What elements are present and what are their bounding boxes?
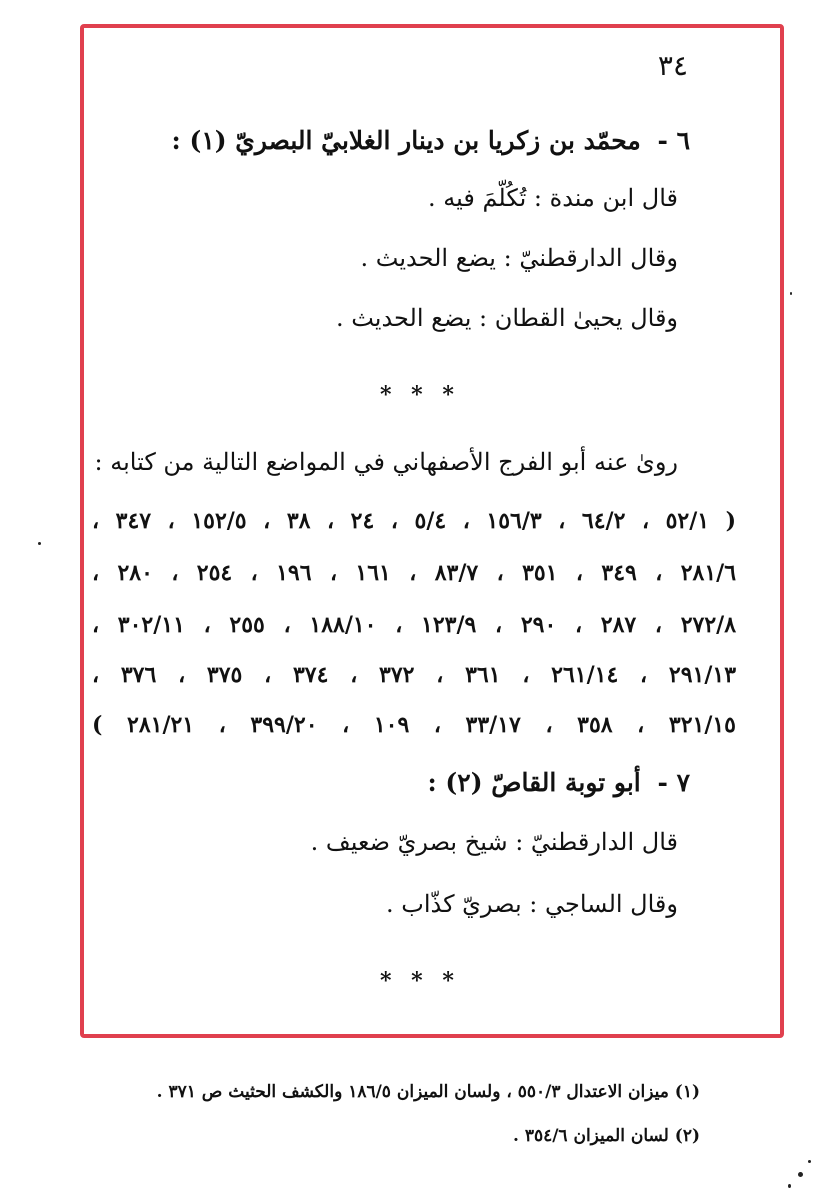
entry-7-line: قال الدارقطنيّ : شيخ بصريّ ضعيف . <box>310 828 678 856</box>
scan-speck <box>790 292 792 295</box>
scan-speck <box>798 1172 803 1177</box>
scan-speck <box>788 1184 791 1188</box>
footnote-2: (٢) لسان الميزان ٣٥٤/٦ . <box>512 1126 700 1146</box>
entry-6-line: وقال الدارقطنيّ : يضع الحديث . <box>360 244 678 272</box>
entry-7-heading <box>428 770 691 795</box>
page-number: ٣٤ <box>657 49 688 82</box>
entry-6-number: ٦ - <box>657 126 690 155</box>
entry-6-line: وقال يحيىٰ القطان : يضع الحديث . <box>335 304 678 332</box>
entry-6-line: قال ابن مندة : تُكُلّمَ فيه . <box>427 184 678 212</box>
reference-line: ٢٧٢/٨ ، ٢٨٧ ، ٢٩٠ ، ١٢٣/٩ ، ١٨٨/١٠ ، ٢٥٥ ، ٣٠٢/١١ ، <box>92 612 737 638</box>
reference-line: ٢٩١/١٣ ، ٢٦١/١٤ ، ٣٦١ ، ٣٧٢ ، ٣٧٤ ، ٣٧٥ ، ٣٧٦ ، <box>92 662 737 688</box>
entry-7-number: ٧ - <box>657 768 690 797</box>
entry-7-title: أبو توبة القاصّ (٢) : <box>427 768 641 797</box>
footnote-1: (١) ميزان الاعتدال ٥٥٠/٣ ، ولسان الميزان ١٨٦/٥ والكشف الحثيث ص ٣٧١ . <box>156 1082 700 1102</box>
narration-intro: روىٰ عنه أبو الفرج الأصفهاني في المواضع التالية من كتابه : <box>94 448 678 476</box>
reference-line: ٣٢١/١٥ ، ٣٥٨ ، ٣٣/١٧ ، ١٠٩ ، ٣٩٩/٢٠ ، ٢٨١/٢١ ) <box>92 712 736 738</box>
reference-line: ( ٥٢/١ ، ٦٤/٢ ، ١٥٦/٣ ، ٥/٤ ، ٢٤ ، ٣٨ ، ١٥٢/٥ ، ٣٤٧ ، <box>92 508 737 534</box>
scan-speck <box>38 542 41 545</box>
section-separator: * * * <box>380 968 460 994</box>
entry-6-heading <box>172 128 690 153</box>
section-separator: * * * <box>380 382 460 408</box>
entry-6-title: محمّد بن زكريا بن دينار الغلابيّ البصريّ (١) : <box>171 126 641 155</box>
entry-7-line: وقال الساجي : بصريّ كذّاب . <box>385 890 678 918</box>
reference-line: ٢٨١/٦ ، ٣٤٩ ، ٣٥١ ، ٨٣/٧ ، ١٦١ ، ١٩٦ ، ٢٥٤ ، ٢٨٠ ، <box>92 560 737 586</box>
scan-speck <box>808 1160 811 1163</box>
